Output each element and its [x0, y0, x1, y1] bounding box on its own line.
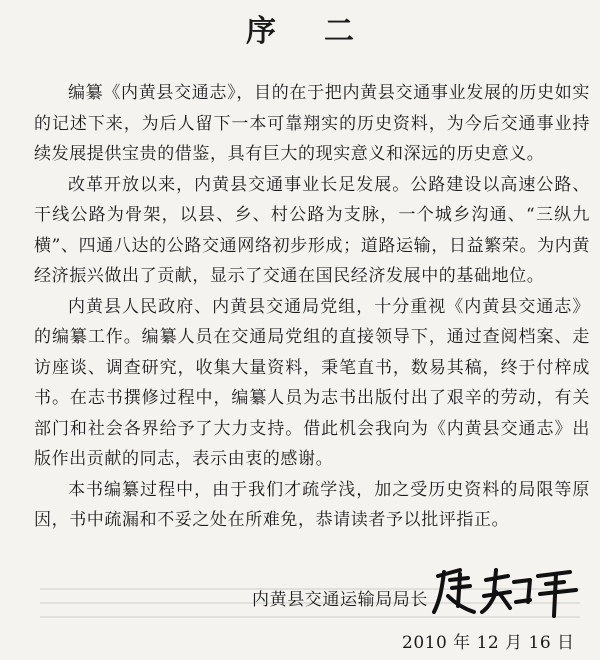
- page-title: 序二: [246, 14, 402, 49]
- paragraph-1: 编纂《内黄县交通志》，目的在于把内黄县交通事业发展的历史如实的记述下来，为后人留下一本可靠翔实的历史资料，为今后交通事业持续发展提供宝贵的借鉴，具有巨大的现实意义和深远的历史意义。: [34, 83, 590, 164]
- handwritten-signature: [430, 562, 580, 618]
- signing-date: 2010 年 12 月 16 日: [402, 633, 575, 653]
- paragraph-2: 改革开放以来，内黄县交通事业长足发展。公路建设以高速公路、干线公路为骨架，以县、乡、村公路为支脉，一个城乡沟通、“三纵九横”、四通八达的公路交通网络初步形成；道路运输，日益繁荣。为内黄经济振兴做出了贡献，显示了交通在国民经济发展中的基础地位。: [34, 174, 590, 286]
- paragraph-4: 本书编纂过程中，由于我们才疏学浅，加之受历史资料的局限等原因，书中疏漏和不妥之处在所难免，恭请读者予以批评指正。: [34, 479, 590, 530]
- paragraph-3: 内黄县人民政府、内黄县交通局党组，十分重视《内黄县交通志》的编纂工作。编纂人员在交通局党组的直接领导下，通过查阅档案、走访座谈、调查研究，收集大量资料，秉笔直书，数易其稿，终于付梓成书。在志书撰修过程中，编纂人员为志书出版付出了艰辛的劳动，有关部门和社会各界给予了大力支持。借此机会我向为《内黄县交通志》出版作出贡献的同志，表示由衷的感谢。: [34, 296, 590, 469]
- preface-body: [34, 78, 590, 536]
- signer-title: 内黄县交通运输局局长: [252, 590, 428, 610]
